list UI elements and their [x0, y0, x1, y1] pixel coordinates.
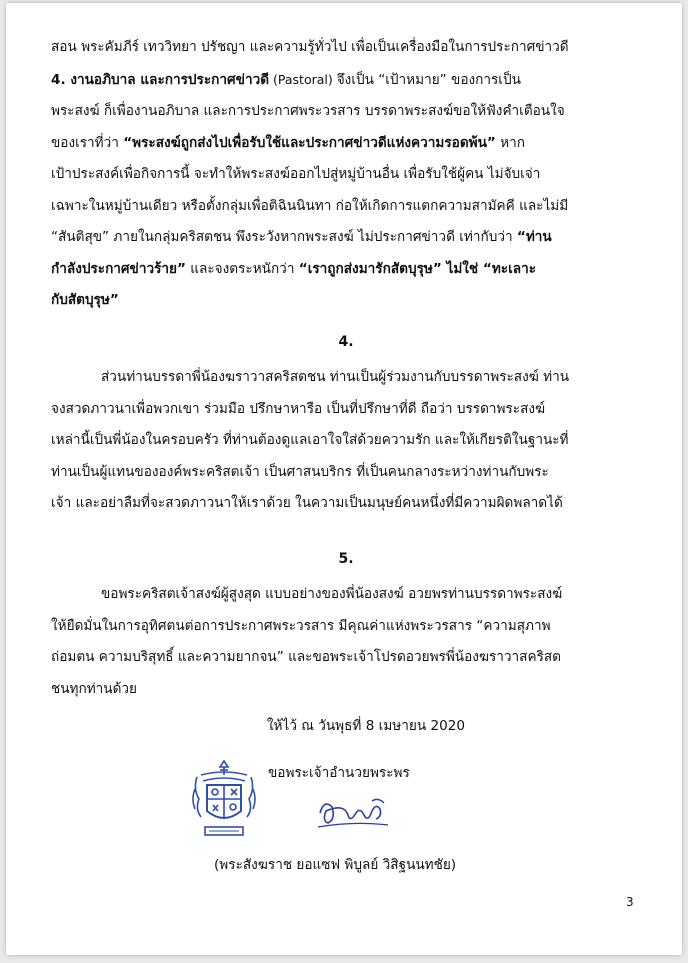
section-heading-4: 4.	[338, 333, 354, 350]
closing-blessing: ขอพระเจ้าอำนวยพระพร	[268, 765, 410, 781]
text-line: หาก	[495, 134, 526, 151]
text-line: เป้าประสงค์เพื่อกิจการนี้ จะทำให้พระสงฆ์ออกไปสู่หมู่บ้านอื่น เพื่อรับใช้ผู้คน ไม่จับเจ่า	[51, 166, 541, 182]
text-line: พระสงฆ์ ก็เพื่องานอภิบาล และการประกาศพระวรสาร บรรดาพระสงฆ์ขอให้ฟังคำเตือนใจ	[51, 103, 565, 119]
text-line: “สันติสุข” ภายในกลุ่มคริสตชน พึงระวังหากพระสงฆ์ ไม่ประกาศข่าวดี เท่ากับว่า	[51, 229, 517, 245]
text-line-bold: 4. งานอภิบาล และการประกาศข่าวดี	[51, 71, 270, 88]
text-line: เฉพาะในหมู่บ้านเดียว หรือตั้งกลุ่มเพื่อติฉินนินทา ก่อให้เกิดการแตกความสามัคคี และไม่มี	[51, 197, 569, 214]
text-line: ท่านเป็นผู้แทนขององค์พระคริสตเจ้า เป็นศาสนบริกร ที่เป็นคนกลางระหว่างท่านกับพระ	[51, 463, 549, 480]
text-line: เจ้า และอย่าลืมที่จะสวดภาวนาให้เราด้วย ในความเป็นมนุษย์คนหนึ่งที่มีความผิดพลาดได้	[51, 495, 563, 511]
text-line-bold: “พระสงฆ์ถูกส่งไปเพื่อรับใช้และประกาศข่าวดีแห่งความรอดพ้น”	[123, 134, 496, 151]
section-heading-5: 5.	[338, 550, 354, 567]
text-line: สอน พระคัมภีร์ เทววิทยา ปรัชญา และความรู้ทั่วไป เพื่อเป็นเครื่องมือในการประกาศข่าวดี	[51, 39, 569, 55]
page-number: 3	[626, 895, 634, 909]
text-line-bold: กำลังประกาศข่าวร้าย”	[51, 260, 186, 277]
episcopal-seal-icon	[191, 759, 257, 843]
paragraph-section-5	[51, 579, 641, 705]
text-line: เหล่านี้เป็นพี่น้องในครอบครัว ที่ท่านต้องดูแลเอาใจใส่ด้วยความรัก และให้เกียรติในฐานะที่	[51, 432, 569, 448]
text-line: จึงเป็น “เป้าหมาย” ของการเป็น	[336, 71, 521, 88]
text-line: ให้ยืดมั่นในการอุทิศตนต่อการประกาศพระวรสาร มีคุณค่าแห่งพระวรสาร “ความสุภาพ	[51, 617, 551, 634]
signer-name: (พระสังฆราช ยอแซฟ พิบูลย์ วิสิฐนนทชัย)	[214, 857, 457, 873]
text-line-bold: “เราถูกส่งมารักสัตบุรุษ” ไม่ใช่ “ทะเลาะ	[298, 260, 537, 277]
text-line: ขอพระคริสตเจ้าสงฆ์ผู้สูงสุด แบบอย่างของพี่น้องสงฆ์ อวยพรท่านบรรดาพระสงฆ์	[101, 586, 563, 602]
text-line-bold: กับสัตบุรุษ”	[51, 292, 119, 308]
text-line: ของเราที่ว่า	[51, 134, 124, 151]
text-line-small: (Pastoral)	[269, 71, 337, 87]
paragraph-section-4	[51, 362, 641, 520]
text-line: จงสวดภาวนาเพื่อพวกเขา ร่วมมือ ปรึกษาหารือ เป็นที่ปรึกษาที่ดี ถือว่า บรรดาพระสงฆ์	[51, 400, 546, 417]
text-line: ส่วนท่านบรรดาพี่น้องฆราวาสคริสตชน ท่านเป็นผู้ร่วมงานกับบรรดาพระสงฆ์ ท่าน	[101, 369, 570, 385]
document-page	[6, 3, 682, 955]
date-line: ให้ไว้ ณ วันพุธที่ 8 เมษายน 2020	[266, 718, 466, 734]
signature-icon	[314, 793, 392, 833]
text-line-bold: “ท่าน	[516, 229, 552, 245]
text-line: ชนทุกท่านด้วย	[51, 680, 138, 697]
letter-body	[51, 32, 641, 743]
text-line: และจงตระหนักว่า	[185, 260, 299, 277]
text-line: ถ่อมตน ความบริสุทธิ์ และความยากจน” และขอพระเจ้าโปรดอวยพรพี่น้องฆราวาสคริสต	[51, 649, 561, 665]
paragraph-continued	[51, 32, 641, 317]
